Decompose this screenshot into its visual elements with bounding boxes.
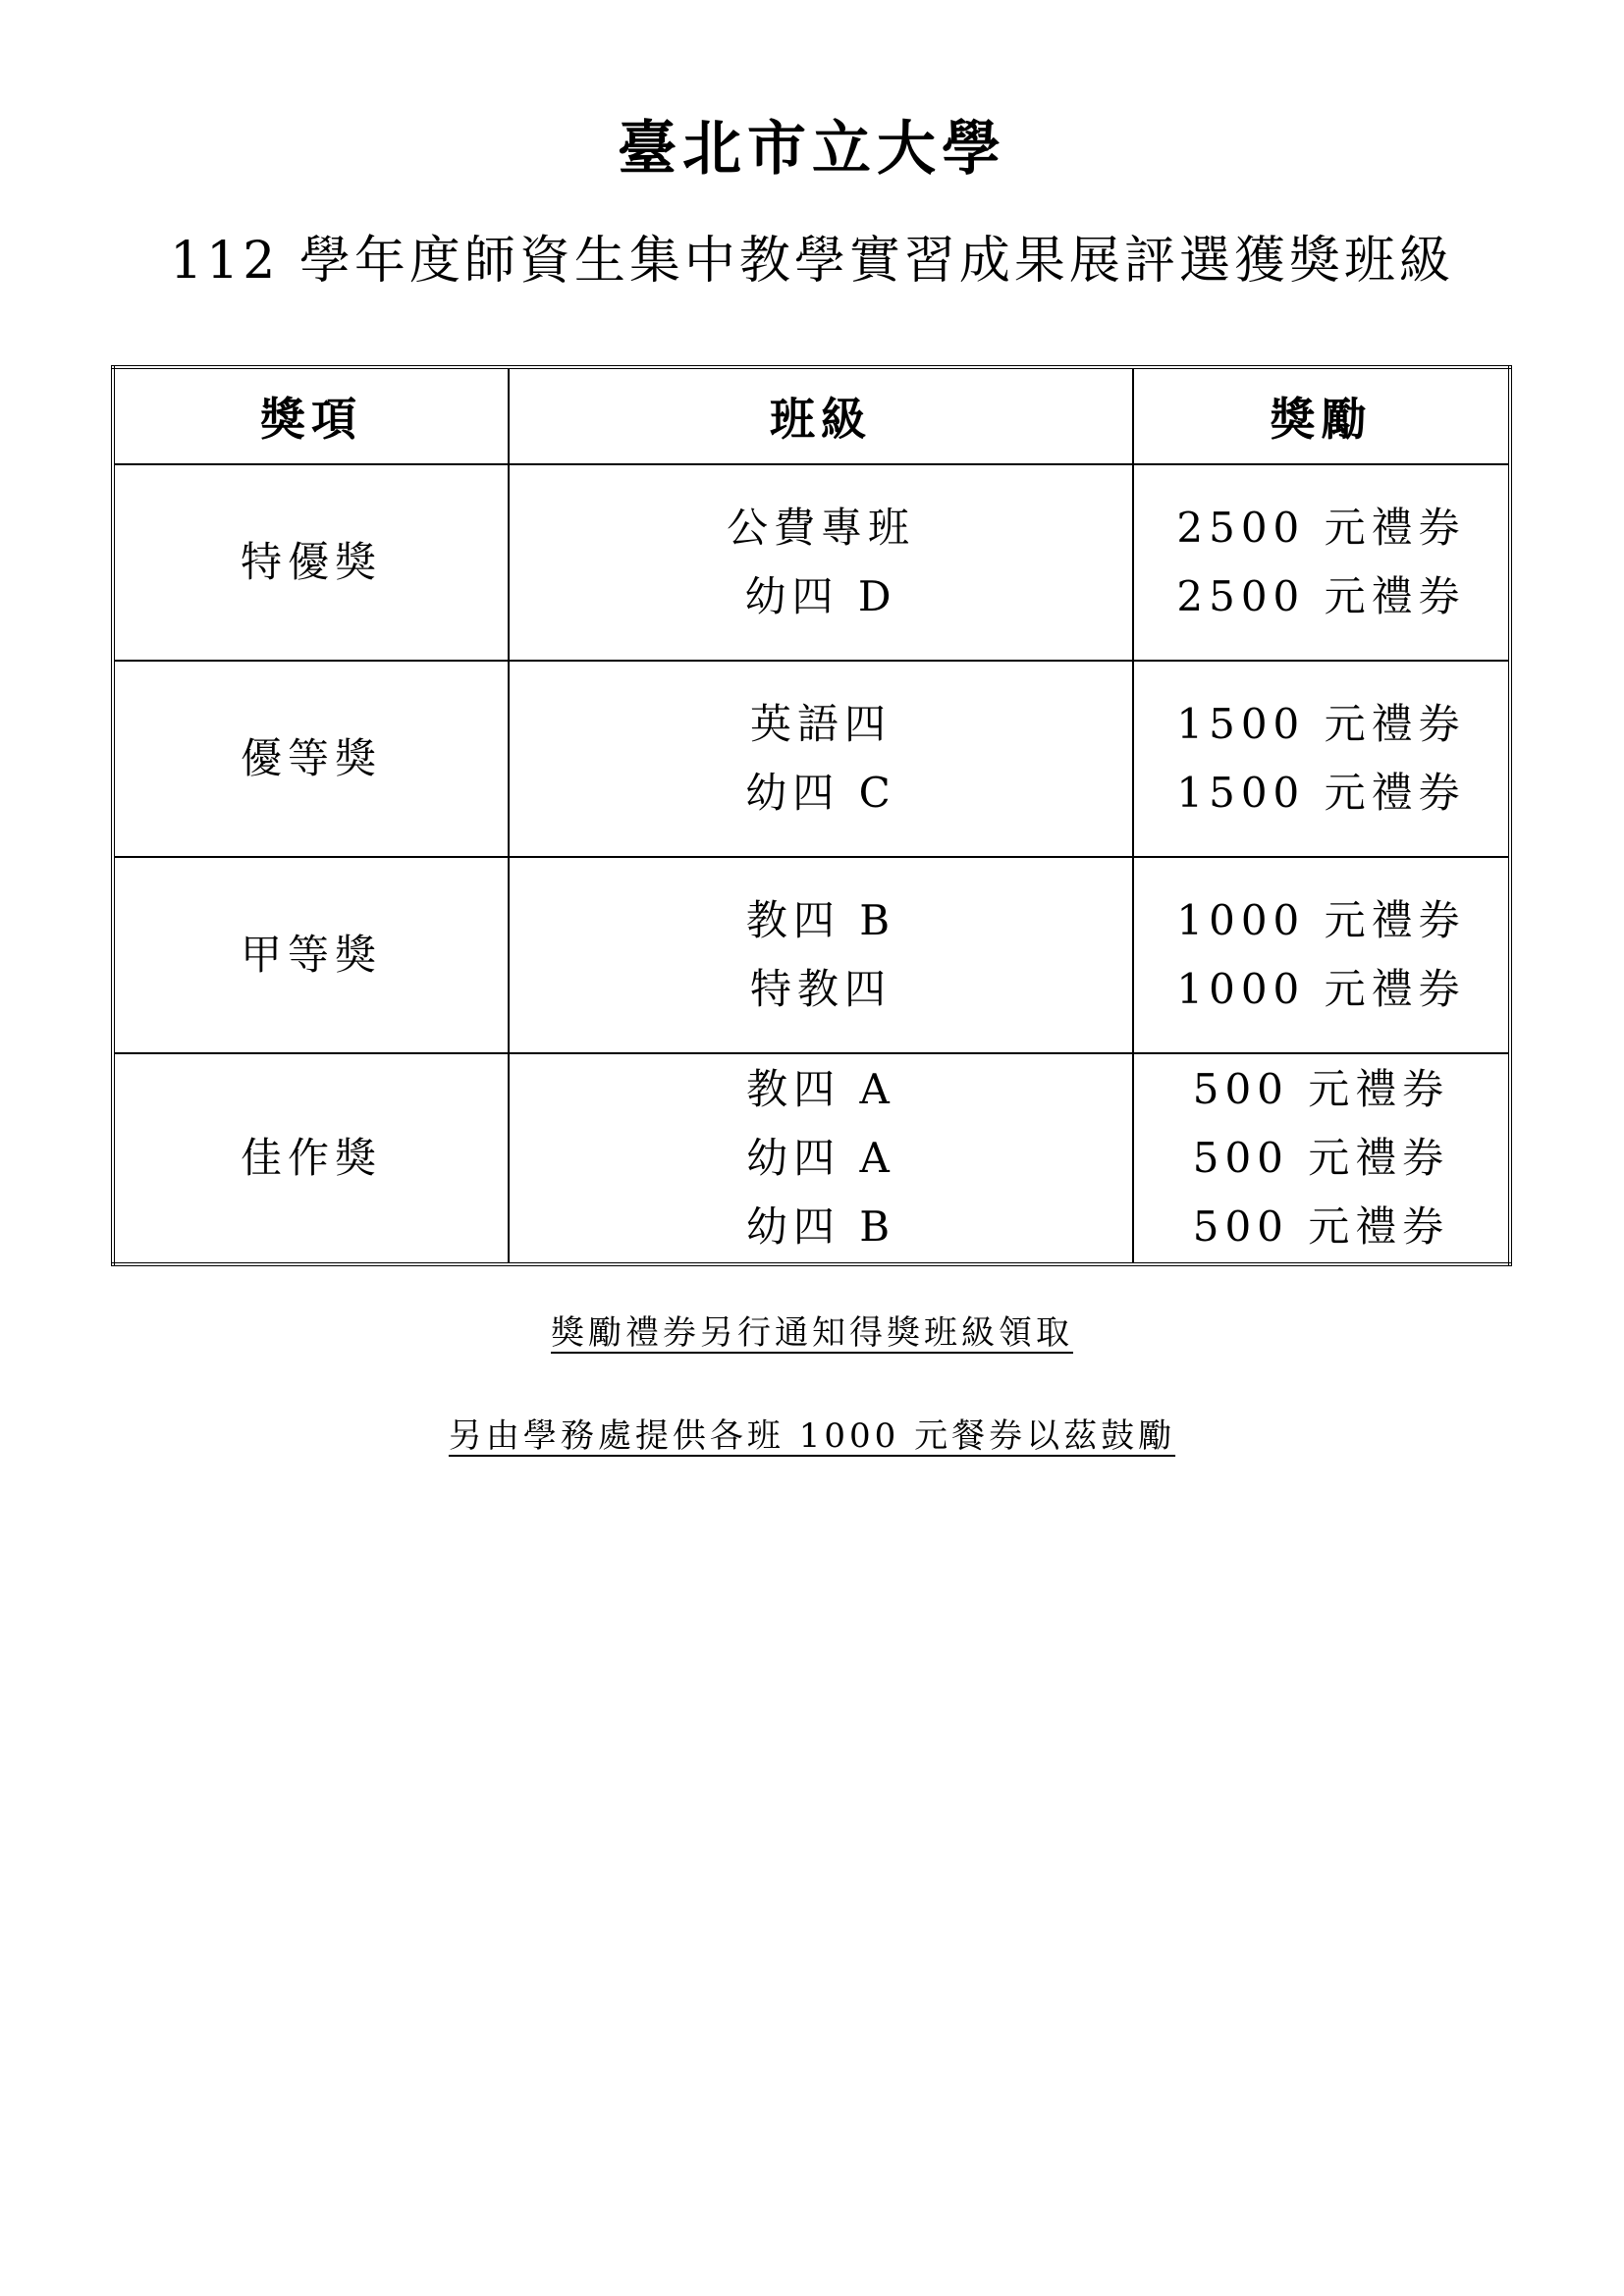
- class-name: 教四 A: [746, 1065, 895, 1113]
- reward-value: 500 元禮券: [1192, 1065, 1450, 1113]
- award-cell: 甲等獎: [113, 857, 509, 1053]
- table-row: [113, 661, 1510, 857]
- class-cell: [509, 661, 1133, 857]
- page-title: 臺北市立大學: [618, 115, 1006, 184]
- reward-value: 1500 元禮券: [1176, 700, 1466, 748]
- voucher-note: [0, 1308, 1624, 1358]
- class-cell: [509, 857, 1133, 1053]
- table-row: [113, 857, 1510, 1053]
- class-name: 教四 B: [745, 896, 896, 944]
- reward-value: 1500 元禮券: [1176, 769, 1466, 817]
- class-name: 幼四 A: [746, 1134, 895, 1182]
- reward-value: 2500 元禮券: [1176, 572, 1466, 620]
- class-name: 英語四: [749, 700, 892, 748]
- award-cell: 佳作獎: [113, 1053, 509, 1264]
- header-reward: 獎勵: [1133, 367, 1510, 464]
- reward-cell: [1133, 464, 1510, 661]
- reward-cell: [1133, 661, 1510, 857]
- table-header-row: [113, 367, 1510, 464]
- header-class: 班級: [509, 367, 1133, 464]
- class-name: 特教四: [749, 965, 892, 1013]
- class-name: 幼四 C: [745, 769, 896, 817]
- class-cell: [509, 464, 1133, 661]
- voucher-note-text: 獎勵禮券另行通知得獎班級領取: [551, 1313, 1073, 1353]
- class-name: 幼四 B: [745, 1202, 896, 1251]
- reward-value: 500 元禮券: [1192, 1134, 1450, 1182]
- table-row: [113, 464, 1510, 661]
- table-row: [113, 1053, 1510, 1264]
- awards-table: [111, 365, 1512, 1266]
- class-cell: [509, 1053, 1133, 1264]
- class-name: 幼四 D: [744, 572, 897, 620]
- meal-voucher-note-text: 另由學務處提供各班 1000 元餐券以茲鼓勵: [448, 1416, 1176, 1456]
- reward-value: 2500 元禮券: [1176, 504, 1466, 552]
- meal-voucher-note: [0, 1412, 1624, 1461]
- reward-value: 500 元禮券: [1192, 1202, 1450, 1251]
- reward-cell: [1133, 857, 1510, 1053]
- page-subtitle: 112 學年度師資生集中教學實習成果展評選獲獎班級: [170, 232, 1454, 291]
- award-cell: 優等獎: [113, 661, 509, 857]
- reward-value: 1000 元禮券: [1176, 896, 1466, 944]
- reward-value: 1000 元禮券: [1176, 965, 1466, 1013]
- award-cell: 特優獎: [113, 464, 509, 661]
- reward-cell: [1133, 1053, 1510, 1264]
- header-award: 獎項: [113, 367, 509, 464]
- class-name: 公費專班: [726, 504, 915, 552]
